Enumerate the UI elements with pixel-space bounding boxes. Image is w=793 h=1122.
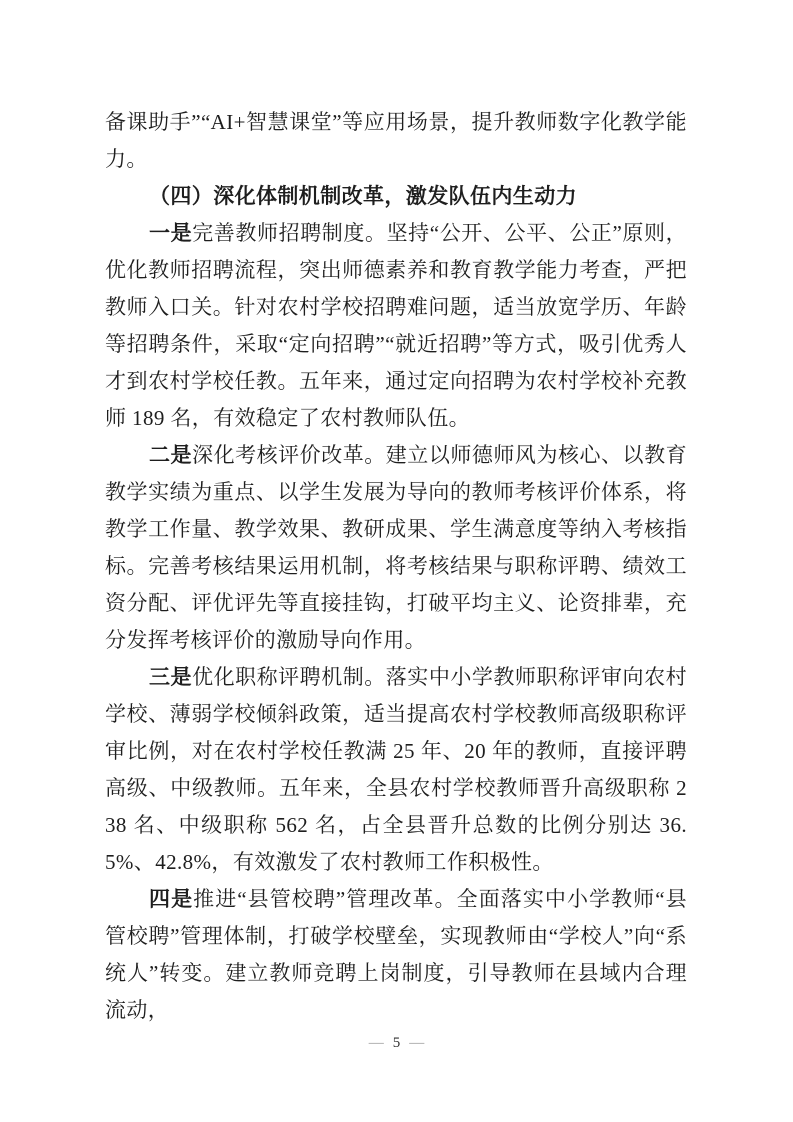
paragraph-point-4 bbox=[105, 881, 687, 1029]
page-footer bbox=[0, 1033, 793, 1053]
text-run: 推进“县管校聘”管理改革。全面落实中小学教师“县管校聘”管理体制，打破学校壁垒，实现教师由“学校人”向“系统人”转变。建立教师竞聘上岗制度，引导教师在县域内合理流动， bbox=[105, 887, 687, 1022]
section-heading bbox=[105, 178, 687, 215]
bold-text-run: 一是 bbox=[149, 222, 193, 245]
bold-text-run: 四是 bbox=[149, 888, 194, 911]
paragraph-point-2 bbox=[105, 437, 687, 659]
text-run: 完善教师招聘制度。坚持“公开、公平、公正”原则，优化教师招聘流程，突出师德素养和教育教学能力考查，严把教师入口关。针对农村学校招聘难问题，适当放宽学历、年龄等招聘条件，采取“定向招聘”“就近招聘”等方式，吸引优秀人才到农村学校任教。五年来，通过定向招聘为农村学校补充教师 189 名，有效稳定了农村教师队伍。 bbox=[105, 221, 687, 430]
paragraph-point-3 bbox=[105, 659, 687, 881]
bold-text-run: 二是 bbox=[149, 444, 193, 467]
page-number: 5 bbox=[392, 1035, 401, 1051]
paragraph-continuation bbox=[105, 104, 687, 178]
text-run: 备课助手”“AI+智慧课堂”等应用场景，提升教师数字化教学能力。 bbox=[105, 110, 687, 171]
text-run: 深化考核评价改革。建立以师德师风为核心、以教育教学实绩为重点、以学生发展为导向的教师考核评价体系，将教学工作量、教学效果、教研成果、学生满意度等纳入考核指标。完善考核结果运用机制，将考核结果与职称评聘、绩效工资分配、评优评先等直接挂钩，打破平均主义、论资排辈，充分发挥考核评价的激励导向作用。 bbox=[105, 443, 687, 652]
bold-text-run: （四）深化体制机制改革，激发队伍内生动力 bbox=[149, 185, 577, 208]
document-body bbox=[105, 104, 687, 1029]
paragraph-point-1 bbox=[105, 215, 687, 437]
footer-dash-right: — bbox=[409, 1035, 425, 1051]
footer-dash-left: — bbox=[368, 1035, 384, 1051]
bold-text-run: 三是 bbox=[149, 666, 193, 689]
text-run: 优化职称评聘机制。落实中小学教师职称评审向农村学校、薄弱学校倾斜政策，适当提高农村学校教师高级职称评审比例，对在农村学校任教满 25 年、20 年的教师，直接评聘高级、中级教师。五年来，全县农村学校教师晋升高级职称 238 名、中级职称 562 名，占全县晋升总数的比例分别达 36.5%、42.8%，有效激发了农村教师工作积极性。 bbox=[105, 665, 687, 874]
